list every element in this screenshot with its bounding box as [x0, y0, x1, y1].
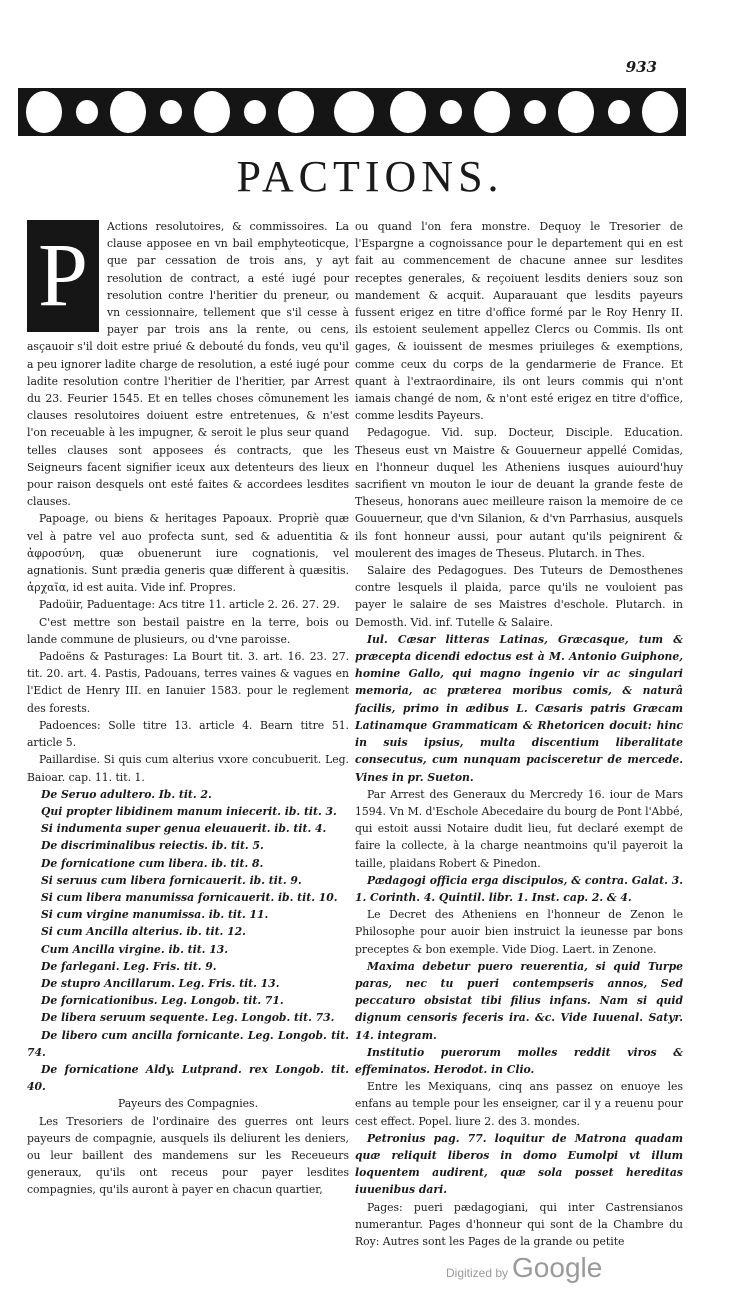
paragraph: De fornicatione Aldy. Lutprand. rex Longob. tit. 40.: [27, 1062, 349, 1094]
paragraph: Si cum libera manumissa fornicauerit. ib. tit. 10.: [41, 890, 338, 904]
paragraph: Padoëns & Pasturages: La Bourt tit. 3. art. 16. 23. 27. tit. 20. art. 4. Pastis, Padouans, terres vaines & vagues en l'Edict de Henry III. en Ianuier 1583. pour le reglement des forests.: [27, 650, 349, 715]
paragraph: De fornicationibus. Leg. Longob. tit. 71.: [41, 994, 284, 1008]
paragraph: De Seruo adultero. Ib. tit. 2.: [41, 787, 212, 801]
paragraph: Si seruus cum libera fornicauerit. ib. tit. 9.: [41, 873, 302, 887]
paragraph: De stupro Ancillarum. Leg. Fris. tit. 13.: [41, 976, 280, 990]
page-title: PACTIONS.: [236, 152, 504, 201]
paragraph: De libero cum ancilla fornicante. Leg. Longob. tit. 74.: [27, 1028, 349, 1059]
paragraph: De fornicatione cum libera. ib. tit. 8.: [41, 856, 264, 870]
paragraph: Si cum virgine manumissa. ib. tit. 11.: [41, 908, 269, 922]
paragraph: Qui propter libidinem manum iniecerit. ib. tit. 3.: [41, 804, 337, 818]
paragraph: ou quand l'on fera monstre. Dequoy le Tresorier de l'Espargne a cognoissance pour le departement qui en est fait au commencement de chacune annee sur lesdites receptes generales, & reçoiuent lesdits deniers souz son mandement & acquit. Auparauant que lesdits payeurs fussent erigez en titre d'office formé par le Roy Henry II. ils estoient seulement appellez Clercs ou Commis. Ils ont gages, & iouissent de mesmes priuileges & exemptions, comme ceux du corps de la gendarmerie de France. Et quant à l'extraordinaire, ils ont leurs commis qui n'ont iamais changé de nom, & n'ont esté erigez en titre d'office, comme lesdits Payeurs.: [355, 220, 683, 423]
paragraph: Iul. Cæsar litteras Latinas, Græcasque, tum & præcepta dicendi edoctus est à M. Antonio Guiphone, homine Gallo, qui magno ingenio vir ac singulari memoria, ac præterea moribus comis, & naturâ facilis, primo in ædibus L. Cæsaris patris Græcam Latinamque Grammaticam & Rhetoricen docuit: hinc in suis ipsius, multa discentium liberalitate consecutus, cum nunquam paciscеretur de mercede. Vines in pr. Sueton.: [355, 632, 683, 784]
left-column: [27, 218, 349, 1199]
paragraph: Papoage, ou biens & heritages Papoaux. Propriè quæ vel à patre vel auo profecta sunt, sed & aduentitia & ἀφροσύνη, quæ obuenerunt iure cognationis, vel agnationis. Sunt prædia generis quæ different à quæsitis. ἀρχαῖα, id est auita. Vide inf. Propres.: [27, 512, 349, 595]
page-number: 933: [625, 58, 657, 76]
paragraph: Les Tresoriers de l'ordinaire des guerres ont leurs payeurs de compagnie, ausquels ils deliurent les deniers, ou leur baillent des mandemens sur les Receueurs generaux, qu'ils ont receus pour payer lesdites compagnies, qu'ils auront à payer en chacun quartier,: [27, 1114, 349, 1197]
paragraph: De libera seruum sequente. Leg. Longob. tit. 73.: [41, 1011, 335, 1025]
paragraph: De discriminalibus reiectis. ib. tit. 5.: [41, 839, 264, 853]
paragraph: Le Decret des Atheniens en l'honneur de Zenon le Philosophe pour auoir bien instruict la ieunesse par bons preceptes & bon exemple. Vide Diog. Laert. in Zenone.: [355, 908, 683, 956]
paragraph: Pædagogi officia erga discipulos, & contra. Galat. 3. 1. Corinth. 4. Quintil. libr. 1. Inst. cap. 2. & 4.: [355, 873, 683, 904]
paragraph: De farlegani. Leg. Fris. tit. 9.: [41, 959, 217, 973]
paragraph: Paillardise. Si quis cum alterius vxore concubuerit. Leg. Baioar. cap. 11. tit. 1.: [27, 753, 349, 784]
paragraph: Pedagogue. Vid. sup. Docteur, Disciple. Education. Theseus eust vn Maistre & Gouuerneur appellé Comidas, en l'honneur duquel les Atheniens iusques auiourd'huy sacrifient vn mouton le iour de deuant la grande feste de Theseus, honorans auec meilleure raison la memoire de ce Gouuerneur, que d'vn Silanion, & d'vn Parrhasius, ausquels ils font honneur aussi, pour autant qu'ils peignirent & moulerent des images de Theseus. Plutarch. in Thes.: [355, 426, 683, 560]
paragraph: Pages: pueri pædagogiani, qui inter Castrensianos numerantur. Pages d'honneur qui sont de la Chambre du Roy: Autres sont les Pages de la grande ou petite: [355, 1200, 683, 1248]
paragraph: Si cum Ancilla alterius. ib. tit. 12.: [41, 925, 246, 939]
paragraph: Entre les Mexiquans, cinq ans passez on enuoye les enfans au temple pour les enseigner, car il y a reuenu pour cest effect. Popel. liure 2. des 3. mondes.: [355, 1080, 683, 1128]
right-column: [355, 218, 683, 1250]
paragraph: Institutio puerorum molles reddit viros & effeminatos. Herodot. in Clio.: [355, 1045, 683, 1076]
paragraph: Cum Ancilla virgine. ib. tit. 13.: [41, 942, 228, 956]
paragraph: Actions resolutoires, & commissoires. La clause apposee en vn bail emphyteoticque, que par cessation de trois ans, y ayt resolution de contract, a esté iugé pour resolution contre l'heritier du preneur, ou vn cessionnaire, tellement que s'il cesse à payer par trois ans la rente, ou cens, asçauoir s'il doit estre priué & debouté du fonds, veu qu'il a peu ignorer ladite charge de resolution, a esté iugé pour ladite resolution contre l'heritier de l'heritier, par Arrest du 23. Feurier 1545. Et en telles choses cõmunement les clauses resolutoires doiuent estre entretenues, & n'est l'on receuable à les impugner, & seroit le plus seur quand telles clauses sont apposees és contracts, que les Seigneurs facent signifier iceux aux detenteurs des lieux pour raison desquels ont esté faites & accordees lesdites clauses.: [27, 220, 349, 509]
paragraph: Payeurs des Compagnies.: [117, 1097, 259, 1111]
paragraph: Maxima debetur puero reuerentia, si quid Turpe paras, nec tu pueri contempseris annos, Sed peccaturo obsistat tibi filius infans. Nam si quid dignum censoris feceris ira. &c. Vide Iuuenal. Satyr. 14. integram.: [355, 959, 683, 1042]
watermark-prefix: Digitized by: [446, 1266, 509, 1280]
google-logo: Google: [512, 1252, 603, 1283]
paragraph: Padoüir, Paduentage: Acs titre 11. article 2. 26. 27. 29.: [39, 598, 340, 612]
ornamental-headpiece: [18, 88, 686, 136]
dropcap-letter: P: [37, 226, 89, 325]
paragraph: Padoences: Solle titre 13. article 4. Bearn titre 51. article 5.: [27, 718, 349, 750]
paragraph: Salaire des Pedagogues. Des Tuteurs de Demosthenes contre lesquels il plaida, parce qu'ils ne vouloient pas payer le salaire de ses Maistres d'eschole. Plutarch. in Demosth. Vid. inf. Tutelle & Salaire.: [355, 564, 683, 629]
paragraph: Petronius pag. 77. loquitur de Matrona quadam quæ reliquit liberos in domo Eumolpi vt illum loquentem audirent, quæ sola posset hereditas iuuenibus dari.: [355, 1131, 683, 1197]
dropcap-ornament: [27, 220, 99, 332]
paragraph: C'est mettre son bestail paistre en la terre, bois ou lande commune de plusieurs, ou d'vne paroisse.: [27, 615, 349, 646]
paragraph: Si indumenta super genua eleuauerit. ib. tit. 4.: [41, 822, 327, 836]
paragraph: Par Arrest des Generaux du Mercredy 16. iour de Mars 1594. Vn M. d'Eschole Abecedaire du bourg de Pont l'Abbé, qui estoit aussi Notaire dudit lieu, fut declaré exempt de faire la collecte, à la charge neantmoins qu'il payeroit la taille, plaidans Robert & Pinedon.: [355, 787, 683, 870]
digitized-by-watermark: [446, 1252, 602, 1284]
